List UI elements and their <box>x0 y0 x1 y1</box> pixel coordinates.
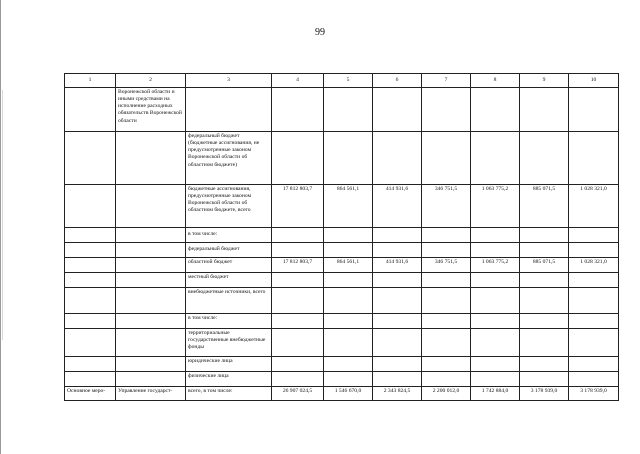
table-row <box>65 357 619 372</box>
row-source-cell: областной бюджет <box>186 258 272 273</box>
value-cell <box>272 132 324 185</box>
value-cell <box>520 132 569 185</box>
value-cell <box>373 288 422 314</box>
value-cell: 1 028 321,0 <box>569 185 619 228</box>
value-cell <box>422 372 471 387</box>
value-cell: 17 812 803,7 <box>272 185 324 228</box>
value-cell <box>373 357 422 372</box>
page-number: 99 <box>315 27 325 38</box>
row-source-cell: внебюджетные источники, всего <box>186 288 272 314</box>
value-cell <box>324 314 373 329</box>
row-source-cell: бюджетные ассигнования, предусмотренные законом Воронежской области об областном бюджете, всего <box>186 185 272 228</box>
table-row <box>65 132 619 185</box>
row-event-cell <box>65 314 116 329</box>
row-event-cell <box>65 288 116 314</box>
value-cell <box>520 372 569 387</box>
value-cell: 885 071,5 <box>520 258 569 273</box>
value-cell <box>569 228 619 243</box>
value-cell <box>520 329 569 357</box>
row-executor-cell <box>116 314 186 329</box>
value-cell <box>471 228 520 243</box>
value-cell <box>272 273 324 288</box>
header-cell: 9 <box>520 74 569 88</box>
value-cell <box>471 372 520 387</box>
value-cell <box>569 88 619 132</box>
row-executor-cell <box>116 288 186 314</box>
value-cell <box>324 372 373 387</box>
value-cell <box>272 357 324 372</box>
table-row <box>65 185 619 228</box>
value-cell: 414 931,6 <box>373 185 422 228</box>
value-cell <box>422 357 471 372</box>
value-cell: 864 561,1 <box>324 258 373 273</box>
value-cell <box>272 288 324 314</box>
row-executor-cell <box>116 132 186 185</box>
value-cell <box>324 357 373 372</box>
row-event-cell <box>65 185 116 228</box>
table-row <box>65 273 619 288</box>
header-cell: 10 <box>569 74 619 88</box>
header-cell: 2 <box>116 74 186 88</box>
row-executor-cell <box>116 185 186 228</box>
table-row <box>65 288 619 314</box>
row-event-cell <box>65 329 116 357</box>
row-source-cell: территориальные государственные внебюджетные фонды <box>186 329 272 357</box>
value-cell <box>422 329 471 357</box>
value-cell <box>471 314 520 329</box>
value-cell <box>471 329 520 357</box>
row-executor-cell <box>116 243 186 258</box>
table-row <box>65 258 619 273</box>
row-source-cell: в том числе: <box>186 314 272 329</box>
header-cell: 8 <box>471 74 520 88</box>
scan-edge-shadow <box>2 90 3 340</box>
value-cell <box>272 88 324 132</box>
row-executor-cell <box>116 228 186 243</box>
row-event-cell <box>65 258 116 273</box>
value-cell: 346 751,5 <box>422 258 471 273</box>
value-cell <box>422 132 471 185</box>
value-cell: 414 931,6 <box>373 258 422 273</box>
table-row <box>65 314 619 329</box>
value-cell <box>520 314 569 329</box>
row-event-cell <box>65 357 116 372</box>
header-cell: 7 <box>422 74 471 88</box>
row-event-cell <box>65 228 116 243</box>
value-cell <box>324 228 373 243</box>
scan-edge <box>0 0 1 454</box>
value-cell <box>569 132 619 185</box>
value-cell <box>569 288 619 314</box>
value-cell <box>520 243 569 258</box>
value-cell: 3 178 939,0 <box>569 387 619 401</box>
value-cell <box>471 288 520 314</box>
row-source-cell: юридические лица <box>186 357 272 372</box>
value-cell <box>272 372 324 387</box>
value-cell <box>324 243 373 258</box>
value-cell <box>422 314 471 329</box>
value-cell <box>422 243 471 258</box>
value-cell <box>324 273 373 288</box>
value-cell <box>373 243 422 258</box>
value-cell <box>471 243 520 258</box>
row-executor-cell <box>116 273 186 288</box>
row-executor-cell <box>116 258 186 273</box>
value-cell <box>324 88 373 132</box>
row-event-cell <box>65 132 116 185</box>
header-cell: 3 <box>186 74 272 88</box>
row-event-cell <box>65 372 116 387</box>
value-cell <box>272 314 324 329</box>
row-source-cell: физические лица <box>186 372 272 387</box>
row-source-cell: всего, в том числе: <box>186 387 272 401</box>
value-cell <box>324 132 373 185</box>
value-cell <box>422 228 471 243</box>
value-cell: 2 343 824,5 <box>373 387 422 401</box>
value-cell <box>520 228 569 243</box>
row-source-cell <box>186 88 272 132</box>
value-cell <box>373 132 422 185</box>
row-event-cell: Основное меро- <box>65 387 116 401</box>
row-event-cell <box>65 243 116 258</box>
row-source-cell: местный бюджет <box>186 273 272 288</box>
row-source-cell: в том числе: <box>186 228 272 243</box>
value-cell <box>422 273 471 288</box>
value-cell <box>373 329 422 357</box>
value-cell <box>272 329 324 357</box>
value-cell: 1 028 321,0 <box>569 258 619 273</box>
value-cell <box>520 88 569 132</box>
value-cell <box>324 329 373 357</box>
value-cell: 885 071,5 <box>520 185 569 228</box>
value-cell <box>520 273 569 288</box>
value-cell: 1 063 775,2 <box>471 185 520 228</box>
value-cell: 1 546 670,0 <box>324 387 373 401</box>
value-cell <box>373 88 422 132</box>
row-event-cell <box>65 88 116 132</box>
value-cell <box>373 228 422 243</box>
value-cell: 1 063 775,2 <box>471 258 520 273</box>
row-executor-cell <box>116 329 186 357</box>
row-source-cell: федеральный бюджет <box>186 243 272 258</box>
value-cell <box>422 88 471 132</box>
row-executor-cell <box>116 372 186 387</box>
value-cell <box>520 288 569 314</box>
value-cell <box>569 372 619 387</box>
row-source-cell: федеральный бюджет (бюджетные ассигнования, не предусмотренные законом Воронежской области об областном бюджете) <box>186 132 272 185</box>
value-cell <box>324 288 373 314</box>
value-cell <box>272 243 324 258</box>
value-cell <box>471 357 520 372</box>
value-cell: 1 742 884,0 <box>471 387 520 401</box>
table-row <box>65 372 619 387</box>
value-cell: 346 751,5 <box>422 185 471 228</box>
value-cell <box>272 228 324 243</box>
table-row <box>65 228 619 243</box>
value-cell: 2 200 012,0 <box>422 387 471 401</box>
value-cell: 3 178 939,0 <box>520 387 569 401</box>
row-executor-cell: Воронежской области и иными средствами на исполнение расходных обязательств Воронежской области <box>116 88 186 132</box>
table-row <box>65 88 619 132</box>
value-cell <box>569 314 619 329</box>
table-row <box>65 243 619 258</box>
value-cell <box>569 243 619 258</box>
table-row <box>65 329 619 357</box>
table-header-row <box>65 74 619 88</box>
value-cell <box>569 357 619 372</box>
row-executor-cell: Управление государст- <box>116 387 186 401</box>
value-cell <box>422 288 471 314</box>
table-row <box>65 387 619 401</box>
value-cell <box>373 314 422 329</box>
value-cell: 17 812 803,7 <box>272 258 324 273</box>
value-cell: 864 561,1 <box>324 185 373 228</box>
value-cell <box>471 132 520 185</box>
header-cell: 1 <box>65 74 116 88</box>
value-cell <box>569 329 619 357</box>
header-cell: 4 <box>272 74 324 88</box>
header-cell: 5 <box>324 74 373 88</box>
value-cell <box>373 372 422 387</box>
row-event-cell <box>65 273 116 288</box>
header-cell: 6 <box>373 74 422 88</box>
row-executor-cell <box>116 357 186 372</box>
value-cell <box>373 273 422 288</box>
value-cell <box>471 273 520 288</box>
value-cell: 26 907 024,5 <box>272 387 324 401</box>
value-cell <box>569 273 619 288</box>
budget-table <box>64 73 619 401</box>
value-cell <box>471 88 520 132</box>
value-cell <box>520 357 569 372</box>
